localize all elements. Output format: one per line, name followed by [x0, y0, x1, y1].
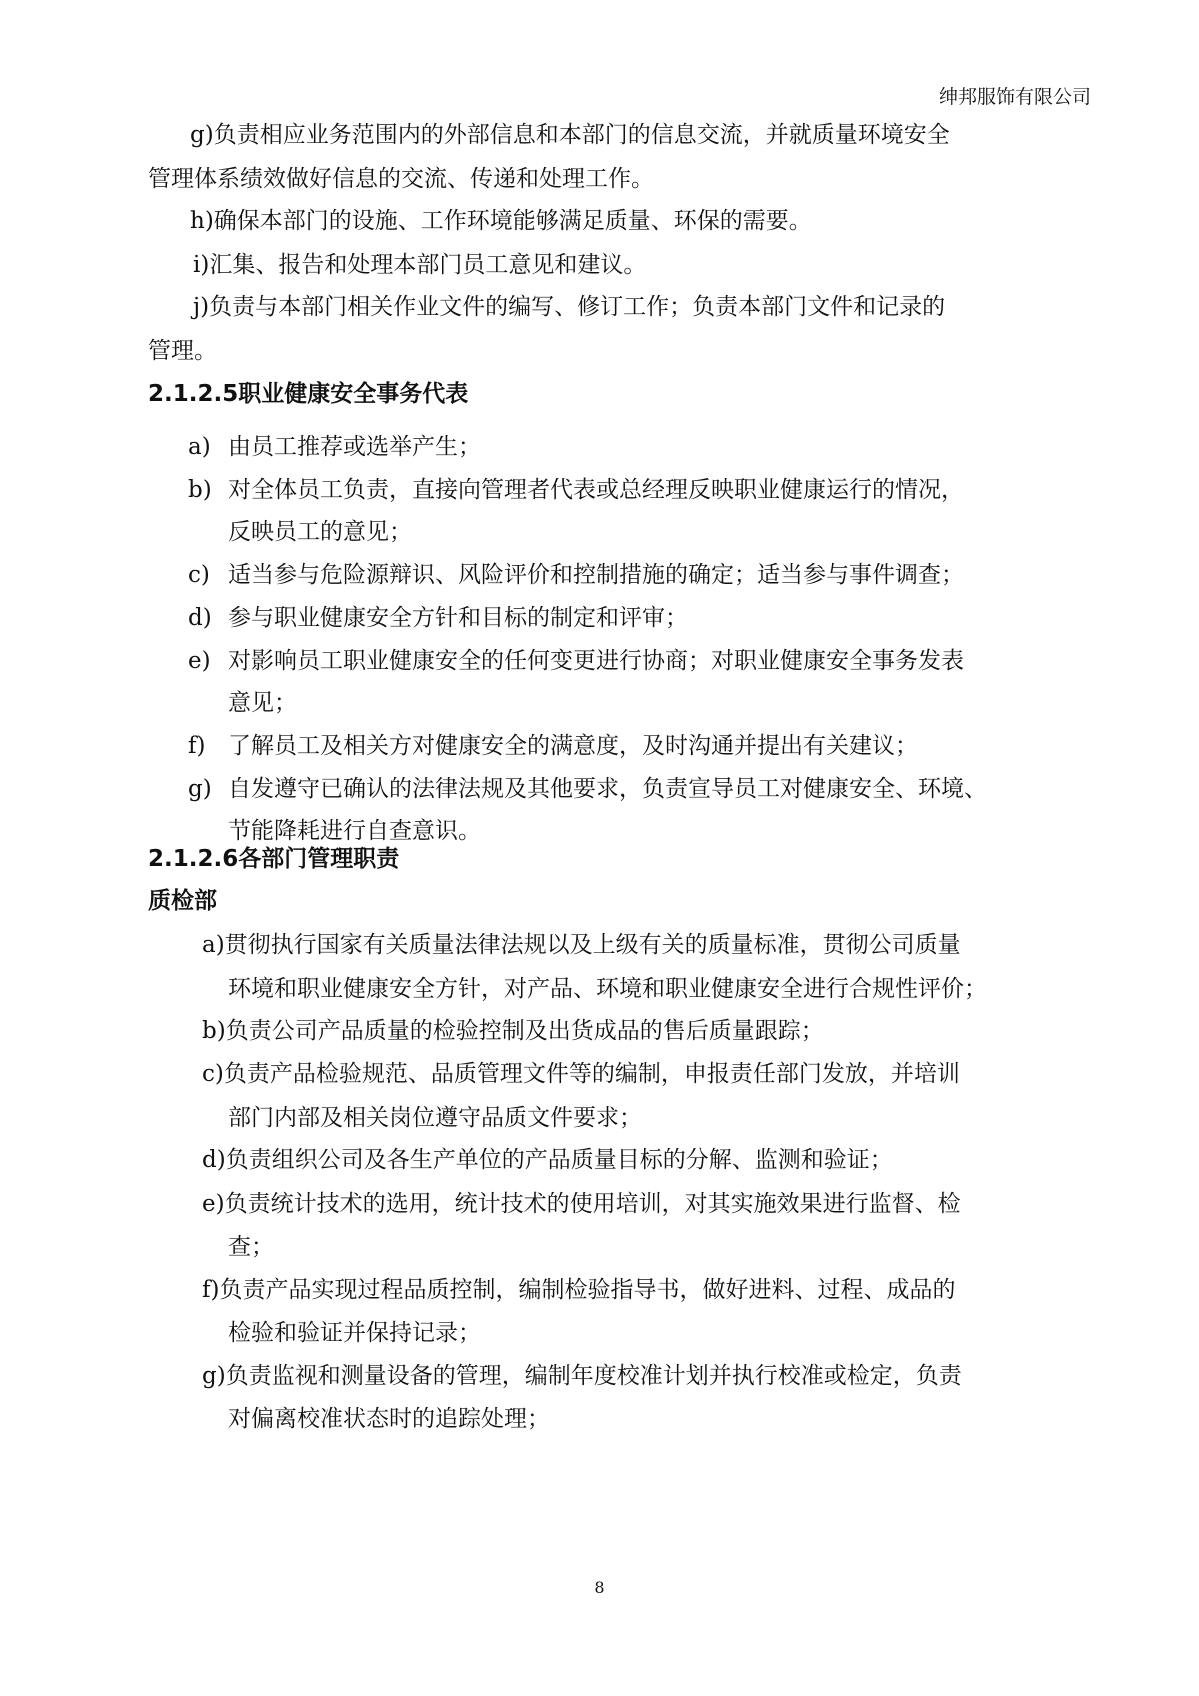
list-item: g)负责监视和测量设备的管理，编制年度校准计划并执行校准或检定，负责 — [202, 1363, 962, 1389]
list-item: 由员工推荐或选举产生； — [228, 434, 481, 460]
list-item-continued: 部门内部及相关岗位遵守品质文件要求； — [228, 1105, 642, 1131]
list-item: 对全体员工负责，直接向管理者代表或总经理反映职业健康运行的情况， — [228, 477, 964, 503]
list-item: b)负责公司产品质量的检验控制及出货成品的售后质量跟踪； — [202, 1018, 824, 1044]
list-item-marker: g) — [188, 776, 212, 802]
list-item: 自发遵守已确认的法律法规及其他要求，负责宣导员工对健康安全、环境、 — [228, 776, 987, 802]
department-heading: 质检部 — [148, 888, 217, 914]
list-item-continued: 对偏离校准状态时的追踪处理； — [228, 1406, 550, 1432]
list-item-marker: f) — [188, 733, 206, 759]
list-item-continued: 意见； — [228, 690, 297, 716]
list-item-marker: b) — [188, 477, 212, 503]
list-item: 适当参与危险源辩识、风险评价和控制措施的确定；适当参与事件调查； — [228, 562, 964, 588]
list-item: f)负责产品实现过程品质控制，编制检验指导书，做好进料、过程、成品的 — [202, 1277, 956, 1303]
paragraph-g-line2: 管理体系绩效做好信息的交流、传递和处理工作。 — [148, 166, 654, 192]
list-item-continued: 反映员工的意见； — [228, 519, 412, 545]
list-item-continued: 节能降耗进行自查意识。 — [228, 818, 481, 844]
list-item: 参与职业健康安全方针和目标的制定和评审； — [228, 605, 688, 631]
list-item: 对影响员工职业健康安全的任何变更进行协商；对职业健康安全事务发表 — [228, 648, 964, 674]
list-item-marker: d) — [188, 605, 212, 631]
list-item-marker: c) — [188, 562, 210, 588]
section-heading-2126: 2.1.2.6各部门管理职责 — [148, 846, 400, 872]
list-item: d)负责组织公司及各生产单位的产品质量目标的分解、监测和验证； — [202, 1147, 893, 1173]
paragraph-j-line2: 管理。 — [148, 338, 217, 364]
paragraph-j-line1: j)负责与本部门相关作业文件的编写、修订工作；负责本部门文件和记录的 — [193, 294, 946, 320]
paragraph-g-line1: g)负责相应业务范围内的外部信息和本部门的信息交流，并就质量环境安全 — [190, 122, 950, 148]
page-number: 8 — [594, 1578, 605, 1597]
paragraph-h: h)确保本部门的设施、工作环境能够满足质量、环保的需要。 — [190, 208, 812, 234]
list-item-marker: a) — [188, 434, 211, 460]
list-item: 了解员工及相关方对健康安全的满意度，及时沟通并提出有关建议； — [228, 733, 918, 759]
list-item: c)负责产品检验规范、品质管理文件等的编制，申报责任部门发放，并培训 — [202, 1061, 960, 1087]
list-item-marker: e) — [188, 648, 211, 674]
list-item: e)负责统计技术的选用，统计技术的使用培训，对其实施效果进行监督、检 — [202, 1191, 961, 1217]
list-item-continued: 检验和验证并保持记录； — [228, 1320, 481, 1346]
list-item: a)贯彻执行国家有关质量法律法规以及上级有关的质量标准，贯彻公司质量 — [202, 932, 961, 958]
paragraph-i: i)汇集、报告和处理本部门员工意见和建议。 — [193, 252, 647, 278]
company-header: 绅邦服饰有限公司 — [938, 86, 1091, 108]
list-item-continued: 环境和职业健康安全方针，对产品、环境和职业健康安全进行合规性评价； — [228, 976, 987, 1002]
list-item-continued: 查； — [228, 1234, 274, 1260]
section-heading-2125: 2.1.2.5职业健康安全事务代表 — [148, 381, 469, 407]
